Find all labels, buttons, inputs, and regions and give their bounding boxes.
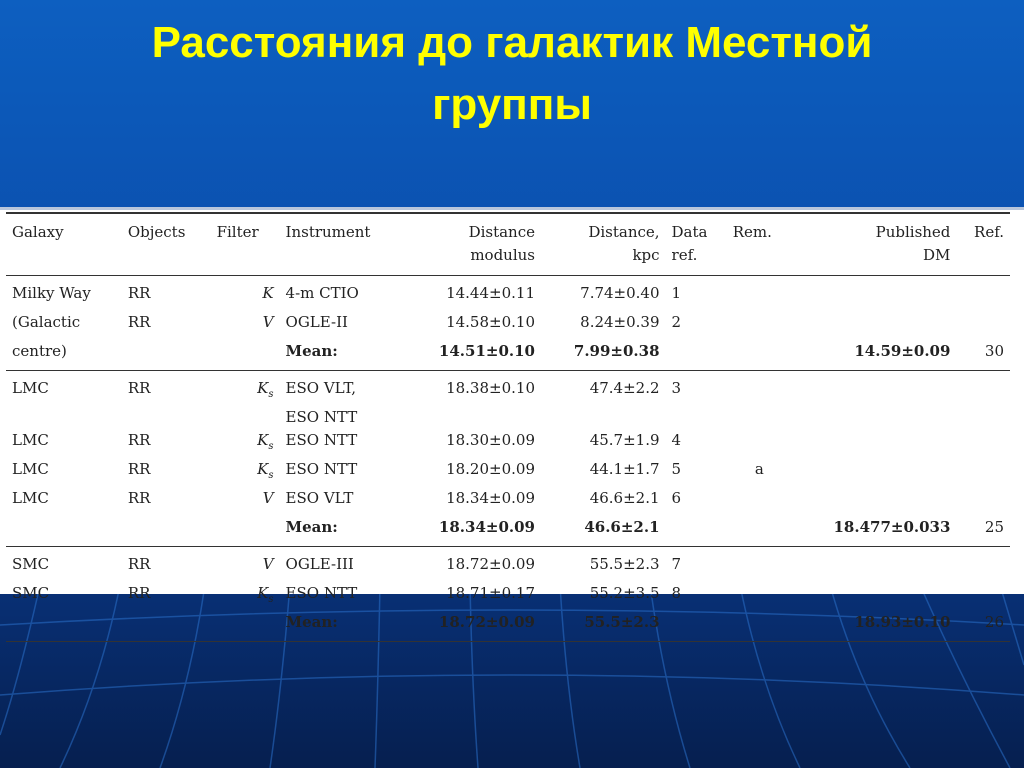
cell-instrument: Mean: xyxy=(285,518,338,536)
table-header-row xyxy=(6,213,1010,276)
cell-distance-kpc: 55.5±2.3 xyxy=(584,613,660,631)
cell-distance-modulus: 14.58±0.10 xyxy=(446,313,535,331)
table-row xyxy=(6,582,1010,611)
cell-galaxy xyxy=(6,406,122,429)
cell-galaxy: SMC xyxy=(12,555,50,573)
cell-distance-modulus: 18.30±0.09 xyxy=(446,431,535,449)
header-distance-modulus-line-2: modulus xyxy=(470,246,535,264)
table-row xyxy=(6,516,1010,547)
table-row xyxy=(6,371,1010,407)
filter-letter: K xyxy=(257,460,269,478)
cell-objects xyxy=(122,516,211,547)
cell-objects: RR xyxy=(127,584,151,602)
distance-table-panel xyxy=(0,207,1024,631)
cell-data-ref: 7 xyxy=(671,555,682,573)
filter-subscript: s xyxy=(268,441,274,452)
cell-rem xyxy=(727,311,792,340)
cell-ref: 30 xyxy=(984,342,1004,360)
cell-objects: RR xyxy=(127,489,151,507)
filter-letter: V xyxy=(262,555,274,573)
header-distance-modulus xyxy=(403,213,541,276)
cell-distance-modulus: 18.20±0.09 xyxy=(446,460,535,478)
header-published-dm-line-2: DM xyxy=(923,246,951,264)
cell-instrument: OGLE-III xyxy=(285,555,354,573)
cell-instrument: Mean: xyxy=(285,342,338,360)
cell-distance-kpc: 7.74±0.40 xyxy=(580,284,660,302)
cell-rem xyxy=(727,547,792,583)
cell-published-dm xyxy=(792,487,956,516)
header-data-ref-line-2: ref. xyxy=(671,246,698,264)
cell-published-dm xyxy=(792,429,956,458)
cell-galaxy: LMC xyxy=(12,431,49,449)
cell-ref xyxy=(956,487,1010,516)
cell-galaxy: Milky Way xyxy=(12,284,91,302)
cell-galaxy xyxy=(6,611,122,642)
cell-distance-modulus xyxy=(403,406,541,429)
cell-filter xyxy=(211,429,280,458)
cell-data-ref xyxy=(666,516,727,547)
cell-objects xyxy=(122,340,211,371)
cell-ref: 25 xyxy=(984,518,1004,536)
cell-distance-kpc: 8.24±0.39 xyxy=(580,313,660,331)
slide-title xyxy=(0,12,1024,136)
cell-instrument: ESO VLT, xyxy=(285,379,356,397)
cell-instrument: ESO NTT xyxy=(285,408,358,426)
table-row xyxy=(6,276,1010,312)
cell-filter xyxy=(211,516,280,547)
cell-published-dm xyxy=(792,458,956,487)
cell-objects: RR xyxy=(127,460,151,478)
cell-distance-kpc: 7.99±0.38 xyxy=(573,342,660,360)
header-filter: Filter xyxy=(211,213,280,276)
cell-distance-modulus: 18.34±0.09 xyxy=(438,518,535,536)
cell-distance-modulus: 18.38±0.10 xyxy=(446,379,535,397)
cell-data-ref: 5 xyxy=(671,460,682,478)
header-ref: Ref. xyxy=(956,213,1010,276)
table-row xyxy=(6,487,1010,516)
group-smc xyxy=(6,547,1010,642)
filter-letter: V xyxy=(262,489,274,507)
cell-instrument: Mean: xyxy=(285,613,338,631)
cell-distance-kpc: 47.4±2.2 xyxy=(589,379,660,397)
header-distance-kpc-line-1: Distance, xyxy=(588,223,660,241)
cell-data-ref xyxy=(666,340,727,371)
filter-subscript: s xyxy=(268,470,274,481)
header-data-ref-line-1: Data xyxy=(671,223,708,241)
cell-ref xyxy=(956,582,1010,611)
cell-published-dm: 14.59±0.09 xyxy=(854,342,951,360)
cell-ref xyxy=(956,547,1010,583)
header-rem: Rem. xyxy=(727,213,792,276)
cell-rem: a xyxy=(754,460,764,478)
header-data-ref xyxy=(666,213,727,276)
cell-objects: RR xyxy=(127,313,151,331)
cell-published-dm xyxy=(792,311,956,340)
cell-galaxy: LMC xyxy=(12,460,49,478)
header-distance-kpc xyxy=(541,213,666,276)
cell-ref xyxy=(956,371,1010,407)
cell-objects: RR xyxy=(127,431,151,449)
table-row xyxy=(6,611,1010,642)
cell-data-ref: 4 xyxy=(671,431,682,449)
cell-data-ref xyxy=(666,611,727,642)
cell-galaxy: LMC xyxy=(12,489,49,507)
header-distance-kpc-line-2: kpc xyxy=(632,246,660,264)
header-objects: Objects xyxy=(122,213,211,276)
cell-distance-modulus: 14.51±0.10 xyxy=(438,342,535,360)
cell-filter xyxy=(211,340,280,371)
cell-objects: RR xyxy=(127,379,151,397)
cell-distance-modulus: 14.44±0.11 xyxy=(446,284,535,302)
cell-rem xyxy=(727,487,792,516)
cell-galaxy: SMC xyxy=(12,584,50,602)
header-published-dm xyxy=(792,213,956,276)
filter-letter: K xyxy=(262,284,274,302)
cell-distance-kpc: 55.5±2.3 xyxy=(589,555,660,573)
cell-rem xyxy=(727,429,792,458)
cell-published-dm xyxy=(792,547,956,583)
cell-ref xyxy=(956,429,1010,458)
cell-ref xyxy=(956,406,1010,429)
cell-distance-modulus: 18.72±0.09 xyxy=(446,555,535,573)
cell-data-ref: 3 xyxy=(671,379,682,397)
cell-filter xyxy=(211,547,280,583)
cell-rem xyxy=(727,611,792,642)
cell-published-dm: 18.477±0.033 xyxy=(833,518,951,536)
cell-published-dm xyxy=(792,276,956,312)
table-row xyxy=(6,547,1010,583)
cell-instrument: 4-m CTIO xyxy=(285,284,359,302)
slide-title-line-1: Расстояния до галактик Местной xyxy=(151,18,873,67)
cell-rem xyxy=(727,582,792,611)
cell-filter xyxy=(211,582,280,611)
cell-distance-kpc xyxy=(541,406,666,429)
table-row xyxy=(6,311,1010,340)
filter-subscript: s xyxy=(268,389,274,400)
table-row xyxy=(6,406,1010,429)
cell-galaxy: centre) xyxy=(12,342,67,360)
cell-data-ref: 6 xyxy=(671,489,682,507)
filter-letter: V xyxy=(262,313,274,331)
cell-objects: RR xyxy=(127,555,151,573)
cell-galaxy xyxy=(6,516,122,547)
cell-objects xyxy=(122,406,211,429)
filter-letter: K xyxy=(257,431,269,449)
cell-data-ref xyxy=(666,406,727,429)
cell-filter xyxy=(211,371,280,407)
cell-published-dm xyxy=(792,371,956,407)
cell-filter xyxy=(211,487,280,516)
cell-objects: RR xyxy=(127,284,151,302)
cell-published-dm xyxy=(792,406,956,429)
cell-galaxy: (Galactic xyxy=(12,313,81,331)
header-distance-modulus-line-1: Distance xyxy=(468,223,535,241)
header-instrument: Instrument xyxy=(280,213,404,276)
table-row xyxy=(6,458,1010,487)
cell-distance-kpc: 46.6±2.1 xyxy=(584,518,660,536)
group-milky-way xyxy=(6,276,1010,371)
cell-distance-modulus: 18.72±0.09 xyxy=(438,613,535,631)
cell-filter xyxy=(211,311,280,340)
cell-distance-kpc: 55.2±3.5 xyxy=(589,584,660,602)
cell-rem xyxy=(727,371,792,407)
cell-rem xyxy=(727,406,792,429)
cell-filter xyxy=(211,406,280,429)
filter-letter: K xyxy=(257,379,269,397)
cell-data-ref: 8 xyxy=(671,584,682,602)
cell-distance-kpc: 44.1±1.7 xyxy=(589,460,660,478)
table-row xyxy=(6,429,1010,458)
distance-table xyxy=(6,212,1010,642)
cell-distance-kpc: 46.6±2.1 xyxy=(589,489,660,507)
cell-rem xyxy=(727,340,792,371)
group-lmc xyxy=(6,371,1010,547)
filter-subscript: s xyxy=(268,594,274,605)
cell-distance-kpc: 45.7±1.9 xyxy=(589,431,660,449)
cell-ref: 26 xyxy=(984,613,1004,631)
cell-distance-modulus: 18.34±0.09 xyxy=(446,489,535,507)
cell-filter xyxy=(211,611,280,642)
table-row xyxy=(6,340,1010,371)
cell-published-dm: 18.93±0.10 xyxy=(854,613,951,631)
filter-letter: K xyxy=(257,584,269,602)
cell-ref xyxy=(956,276,1010,312)
cell-ref xyxy=(956,458,1010,487)
cell-instrument: ESO VLT xyxy=(285,489,354,507)
cell-rem xyxy=(727,516,792,547)
cell-published-dm xyxy=(792,582,956,611)
cell-galaxy: LMC xyxy=(12,379,49,397)
cell-instrument: OGLE-II xyxy=(285,313,348,331)
cell-distance-modulus: 18.71±0.17 xyxy=(446,584,535,602)
cell-instrument: ESO NTT xyxy=(285,584,358,602)
cell-instrument: ESO NTT xyxy=(285,431,358,449)
slide-title-line-2: группы xyxy=(432,80,592,129)
cell-objects xyxy=(122,611,211,642)
header-published-dm-line-1: Published xyxy=(875,223,951,241)
cell-ref xyxy=(956,311,1010,340)
header-galaxy: Galaxy xyxy=(6,213,122,276)
cell-rem xyxy=(727,276,792,312)
cell-instrument: ESO NTT xyxy=(285,460,358,478)
cell-filter xyxy=(211,276,280,312)
cell-filter xyxy=(211,458,280,487)
cell-data-ref: 2 xyxy=(671,313,682,331)
cell-data-ref: 1 xyxy=(671,284,682,302)
